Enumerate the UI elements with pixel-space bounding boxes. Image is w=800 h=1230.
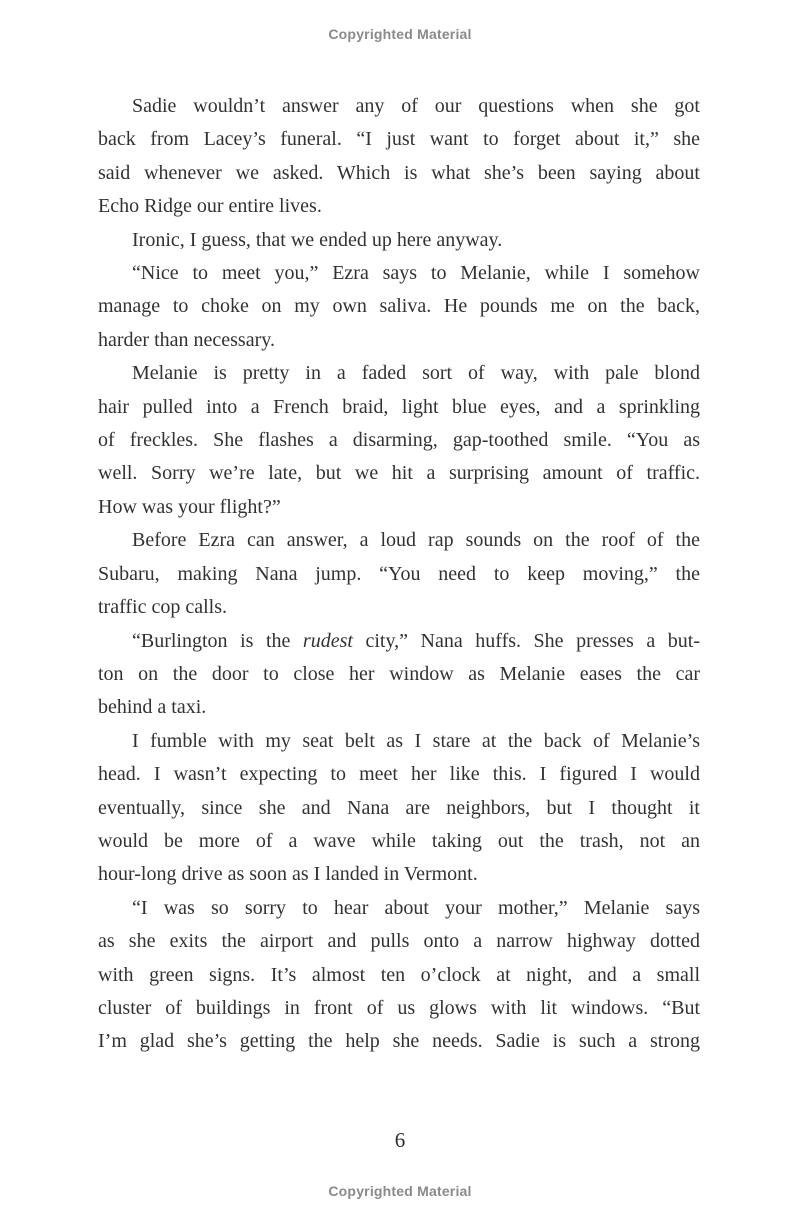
- copyright-notice-bottom: Copyrighted Material: [328, 1183, 472, 1199]
- text-line: Sadie wouldn’t answer any of our questions when she got: [132, 95, 700, 117]
- text-line: Before Ezra can answer, a loud rap sounds on the roof of the: [132, 529, 700, 552]
- text-line: would be more of a wave while taking out the trash, not an: [98, 829, 700, 852]
- text-line: hair pulled into a French braid, light blue eyes, and a sprinkling: [98, 395, 700, 418]
- text-line: Echo Ridge our entire lives.: [98, 195, 322, 218]
- text-line: [98, 625, 700, 658]
- text-line: with green signs. It’s almost ten o’clock at night, and a small: [98, 963, 700, 986]
- text-line: traffic cop calls.: [98, 596, 228, 619]
- text-line: hour-long drive as soon as I landed in Vermont.: [98, 863, 478, 886]
- text-line: manage to choke on my own saliva. He pounds me on the back,: [98, 295, 700, 318]
- text-line: Melanie is pretty in a faded sort of way, with pale blond: [132, 362, 700, 385]
- text-line: head. I wasn’t expecting to meet her like this. I figured I would: [98, 763, 700, 786]
- text-line: I’m glad she’s getting the help she needs. Sadie is such a strong: [98, 1030, 700, 1053]
- text-block: [98, 90, 700, 1059]
- text-line: Subaru, making Nana jump. “You need to keep moving,” the: [98, 562, 700, 585]
- text-segment: city,” Nana huffs. She presses a but-: [352, 629, 700, 652]
- text-line: Ironic, I guess, that we ended up here anyway.: [132, 228, 503, 251]
- page-number: 6: [394, 1128, 406, 1152]
- text-line: back from Lacey’s funeral. “I just want to forget about it,” she: [98, 128, 700, 151]
- text-line: behind a taxi.: [98, 696, 207, 719]
- text-line: well. Sorry we’re late, but we hit a surprising amount of traffic.: [98, 462, 700, 485]
- text-line: “I was so sorry to hear about your mother,” Melanie says: [132, 896, 700, 919]
- text-line: ton on the door to close her window as Melanie eases the car: [98, 662, 700, 685]
- text-line: as she exits the airport and pulls onto a narrow highway dotted: [98, 930, 700, 953]
- text-line: “Nice to meet you,” Ezra says to Melanie, while I somehow: [132, 262, 700, 285]
- text-line: How was your flight?”: [98, 495, 281, 518]
- text-line: said whenever we asked. Which is what she’s been saying about: [98, 161, 700, 184]
- text-line: eventually, since she and Nana are neighbors, but I thought it: [98, 796, 700, 819]
- text-segment: “Burlington is the: [132, 629, 303, 652]
- copyright-notice-top: Copyrighted Material: [328, 26, 472, 42]
- text-line: I fumble with my seat belt as I stare at the back of Melanie’s: [132, 729, 700, 752]
- text-line: of freckles. She flashes a disarming, gap-toothed smile. “You as: [98, 429, 700, 452]
- text-line: cluster of buildings in front of us glows with lit windows. “But: [98, 996, 700, 1019]
- italic-word: rudest: [302, 629, 353, 652]
- text-line: harder than necessary.: [98, 328, 275, 351]
